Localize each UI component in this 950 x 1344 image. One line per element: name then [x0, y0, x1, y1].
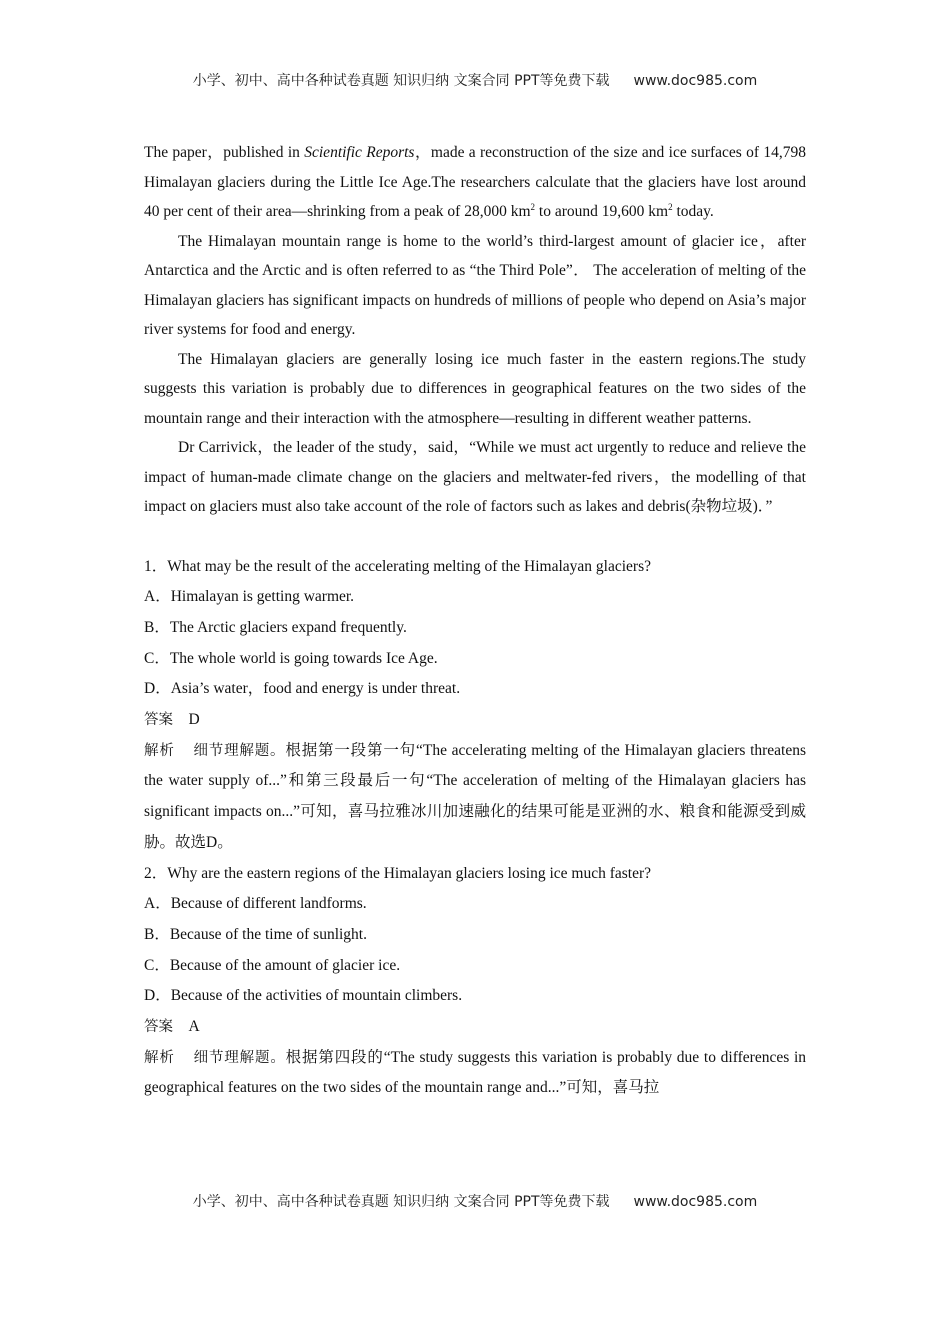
passage-paragraph-2: The Himalayan mountain range is home to the world’s third-largest amount of glacier ice，after Antarctica and the Arctic and is often referred to as “the Third Pole”． The acceleration of melting of the Himalayan glaciers has significant impacts on hundreds of millions of people who depend on Asia’s major river systems for food and energy. [144, 232, 806, 338]
question-2-option-a: A．Because of different landforms. [144, 895, 367, 913]
page-header [0, 70, 950, 90]
passage-paragraph-1: The paper，published in Scientific Reports，made a reconstruction of the size and ice surfaces of 14,798 Himalayan glaciers during the Little Ice Age.The researchers calculate that the glaciers have lost around 40 per cent of their area—shrinking from a peak of 28,000 $km^2$ to around 19,600 $km^2$ today. [144, 144, 807, 220]
question-1-option-a: A．Himalayan is getting warmer. [144, 588, 355, 606]
page-footer [0, 1191, 950, 1211]
question-1-option-d: D．Asia’s water，food and energy is under threat. [144, 680, 461, 698]
journal-title: Scientific Reports [304, 144, 415, 161]
question-2-option-c: C．Because of the amount of glacier ice. [144, 956, 401, 974]
question-1-analysis: 解析 细节理解题。根据第一段第一句“The accelerating melting of the Himalayan glaciers threatens the water supply of...”和第三段最后一句“The acceleration of melting of the Himalayan glaciers has significant impacts on...”可知，喜马拉雅冰川加速融化的结果可能是亚洲的水、粮食和能源受到威胁。故选D。 [144, 741, 807, 851]
footer-url[interactable]: www.doc985.com [633, 1194, 758, 1210]
question-2-analysis: 解析 细节理解题。根据第四段的“The study suggests this variation is probably due to differences in geographical features on the two sides of the mountain range and...”可知，喜马拉 [144, 1048, 807, 1097]
question-2-answer: 答案 A [144, 1018, 200, 1036]
question-2-option-d: D．Because of the activities of mountain climbers. [144, 987, 463, 1005]
passage-paragraph-3: The Himalayan glaciers are generally losing ice much faster in the eastern regions.The study suggests this variation is probably due to differences in geographical features on the two sides of the mountain range and their interaction with the atmosphere—resulting in different weather patterns. [144, 350, 806, 427]
header-url[interactable]: www.doc985.com [633, 73, 758, 89]
question-2-option-b: B．Because of the time of sunlight. [144, 925, 367, 943]
header-text: 小学、初中、高中各种试卷真题 知识归纳 文案合同 PPT等免费下载 [192, 73, 610, 89]
question-2-stem: 2．Why are the eastern regions of the Himalayan glaciers losing ice much faster? [144, 864, 651, 882]
question-1-option-b: B．The Arctic glaciers expand frequently. [144, 618, 407, 636]
document-body [144, 138, 806, 1104]
passage-paragraph-4: Dr Carrivick，the leader of the study，said，“While we must act urgently to reduce and relieve the impact of human-made climate change on the glaciers and meltwater-fed rivers，the modelling of that impact on glaciers must also take account of the role of factors such as lakes and debris(杂物垃圾)．” [144, 439, 806, 515]
question-1-answer: 答案 D [144, 711, 200, 729]
question-1-stem: 1．What may be the result of the accelerating melting of the Himalayan glaciers? [144, 557, 651, 575]
question-1-option-c: C．The whole world is going towards Ice Age. [144, 649, 438, 667]
footer-text: 小学、初中、高中各种试卷真题 知识归纳 文案合同 PPT等免费下载 [192, 1194, 610, 1210]
